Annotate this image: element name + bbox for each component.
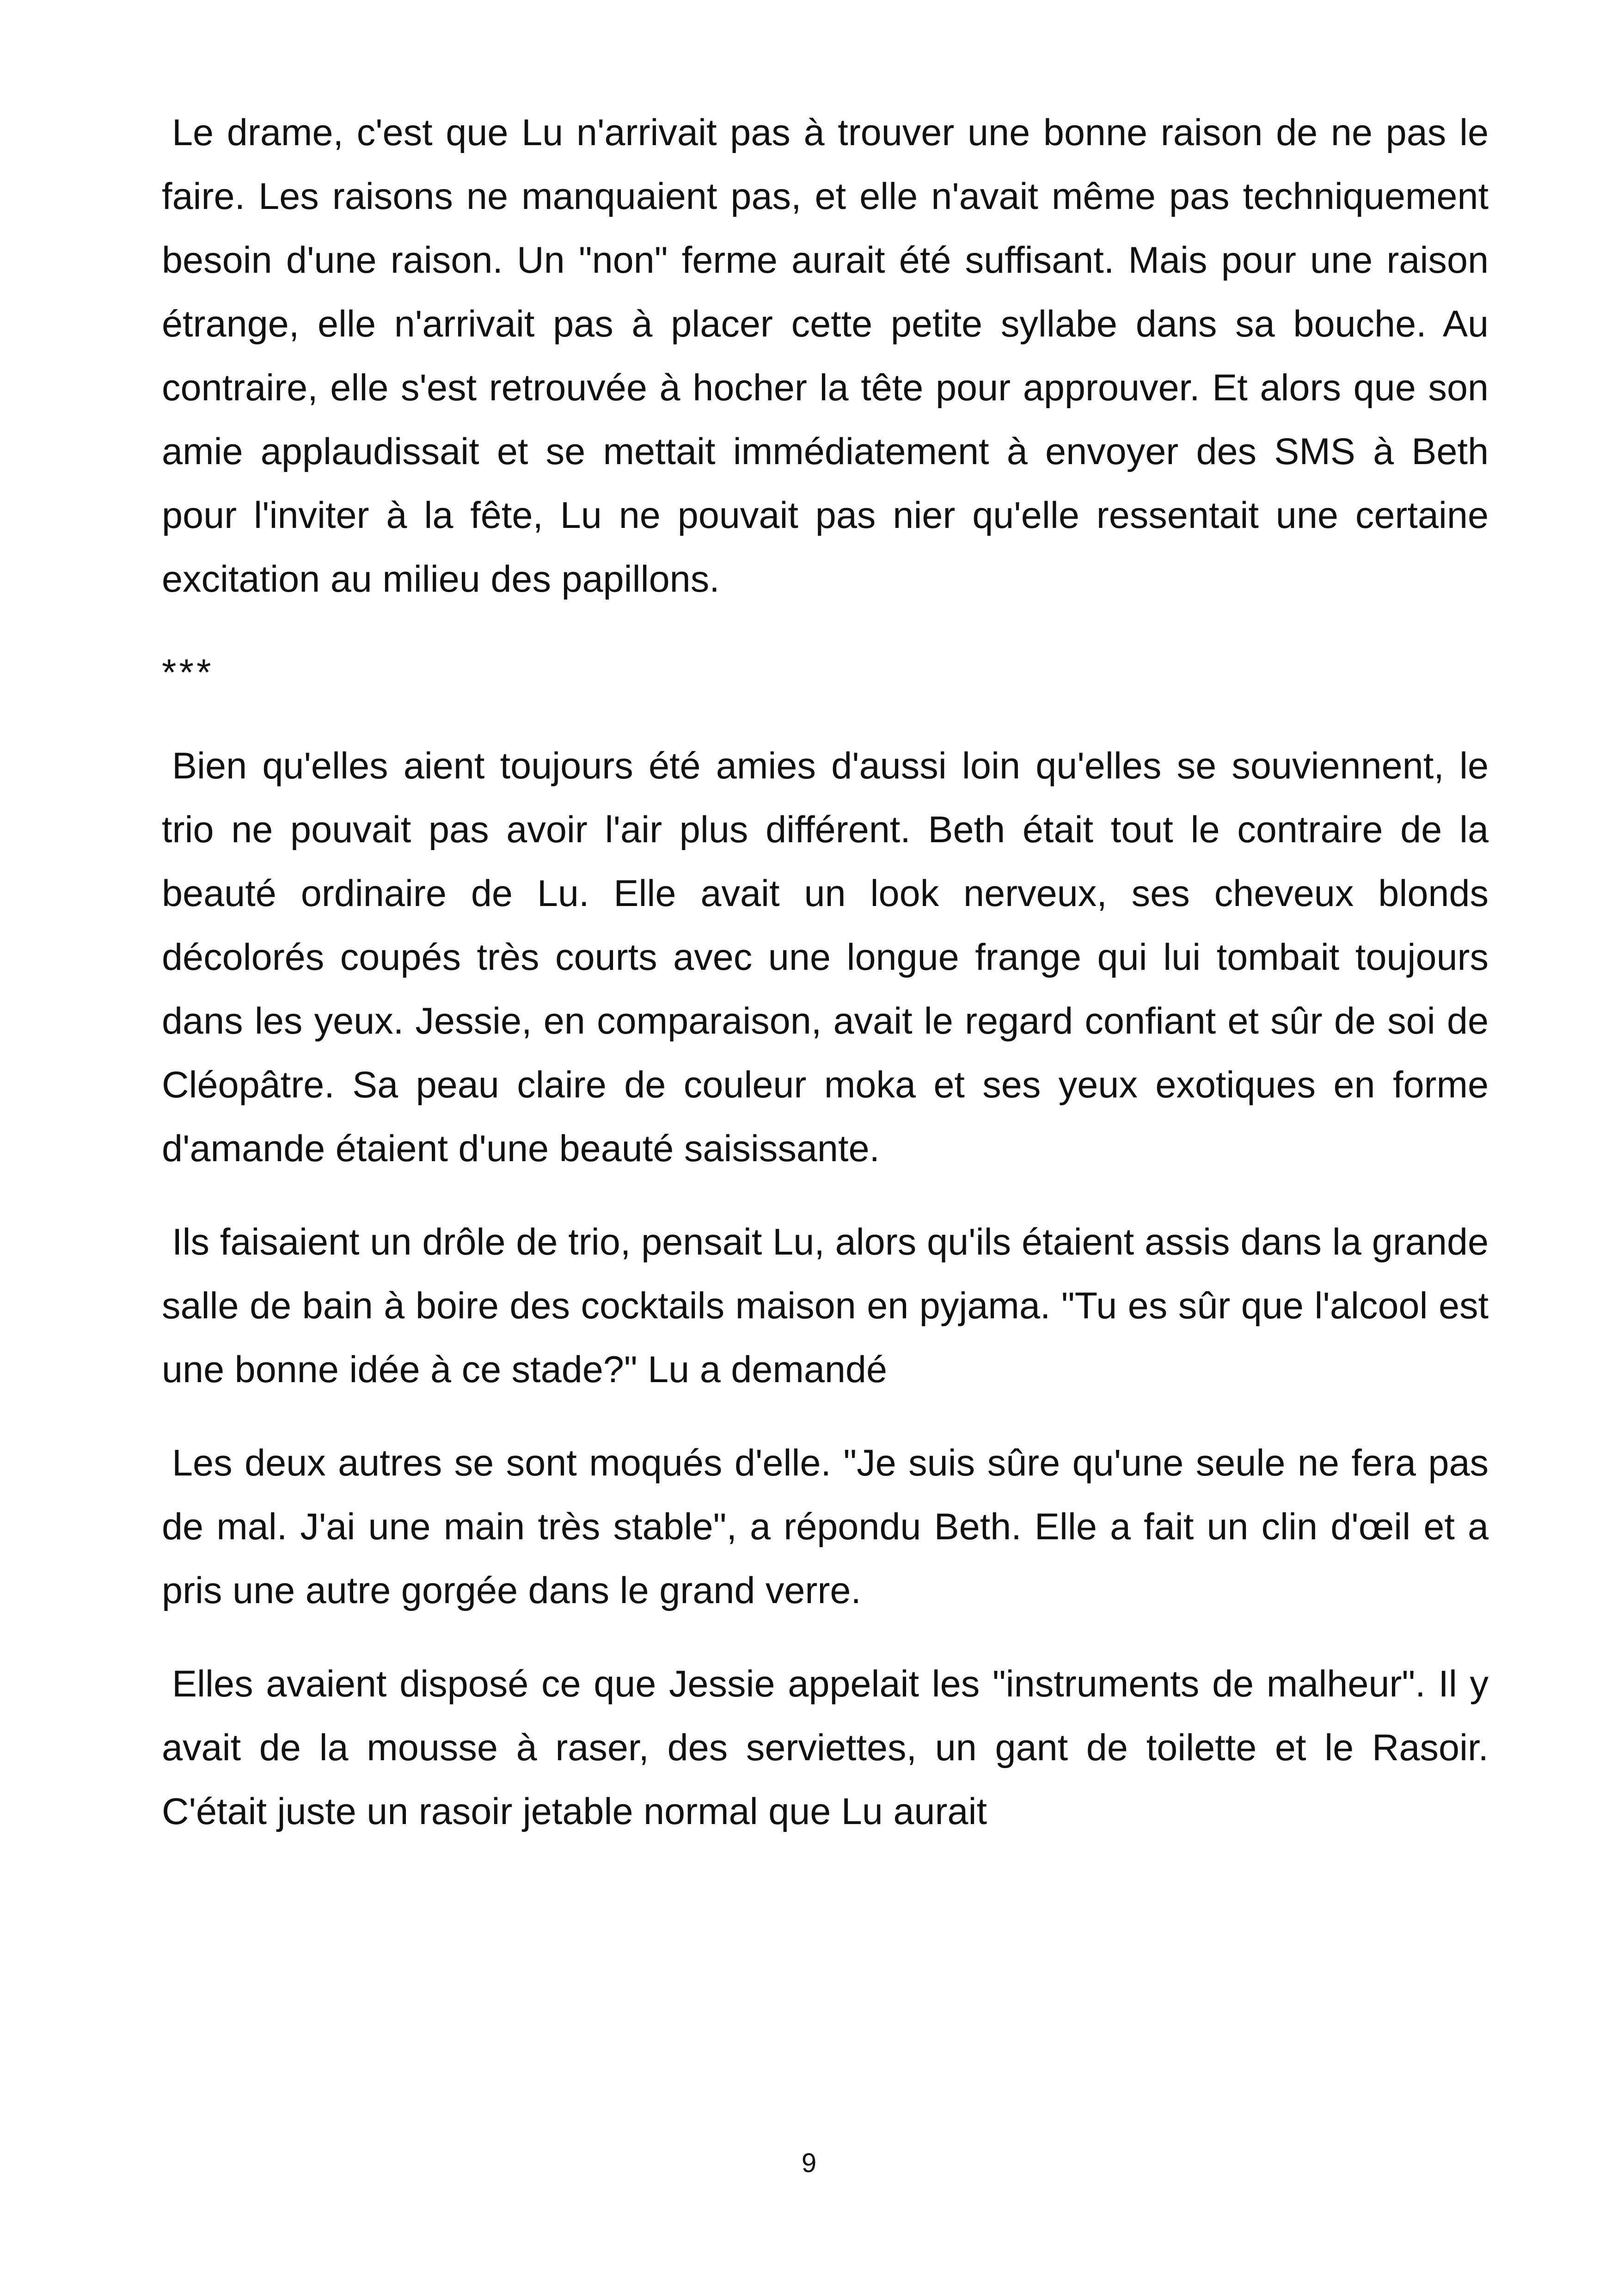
paragraph: Bien qu'elles aient toujours été amies d'aussi loin qu'elles se souviennent, le trio ne pouvait pas avoir l'air plus différent. Beth était tout le contraire de la beauté ordinaire de Lu. Elle avait un look nerveux, ses cheveux blonds décolorés coupés très courts avec une longue frange qui lui tombait toujours dans les yeux. Jessie, en comparaison, avait le regard confiant et sûr de soi de Cléopâtre. Sa peau claire de couleur moka et ses yeux exotiques en forme d'amande étaient d'une beauté saisissante.: [162, 745, 1489, 1169]
paragraph: Elles avaient disposé ce que Jessie appelait les "instruments de malheur". Il y avait de la mousse à raser, des serviettes, un gant de toilette et le Rasoir. C'était juste un rasoir jetable normal que Lu aurait: [162, 1663, 1489, 1832]
paragraph: Les deux autres se sont moqués d'elle. "Je suis sûre qu'une seule ne fera pas de mal. J'ai une main très stable", a répondu Beth. Elle a fait un clin d'œil et a pris une autre gorgée dans le grand verre.: [162, 1442, 1489, 1611]
section-separator: ***: [162, 652, 214, 693]
page-number: 9: [801, 2148, 817, 2178]
paragraph: Ils faisaient un drôle de trio, pensait Lu, alors qu'ils étaient assis dans la grande salle de bain à boire des cocktails maison en pyjama. "Tu es sûr que l'alcool est une bonne idée à ce stade?" Lu a demandé: [162, 1221, 1489, 1390]
body-text: [162, 101, 1489, 1873]
paragraph: Le drame, c'est que Lu n'arrivait pas à trouver une bonne raison de ne pas le faire. Les raisons ne manquaient pas, et elle n'avait même pas techniquement besoin d'une raison. Un "non" ferme aurait été suffisant. Mais pour une raison étrange, elle n'arrivait pas à placer cette petite syllabe dans sa bouche. Au contraire, elle s'est retrouvée à hocher la tête pour approuver. Et alors que son amie applaudissait et se mettait immédiatement à envoyer des SMS à Beth pour l'inviter à la fête, Lu ne pouvait pas nier qu'elle ressentait une certaine excitation au milieu des papillons.: [162, 112, 1489, 600]
